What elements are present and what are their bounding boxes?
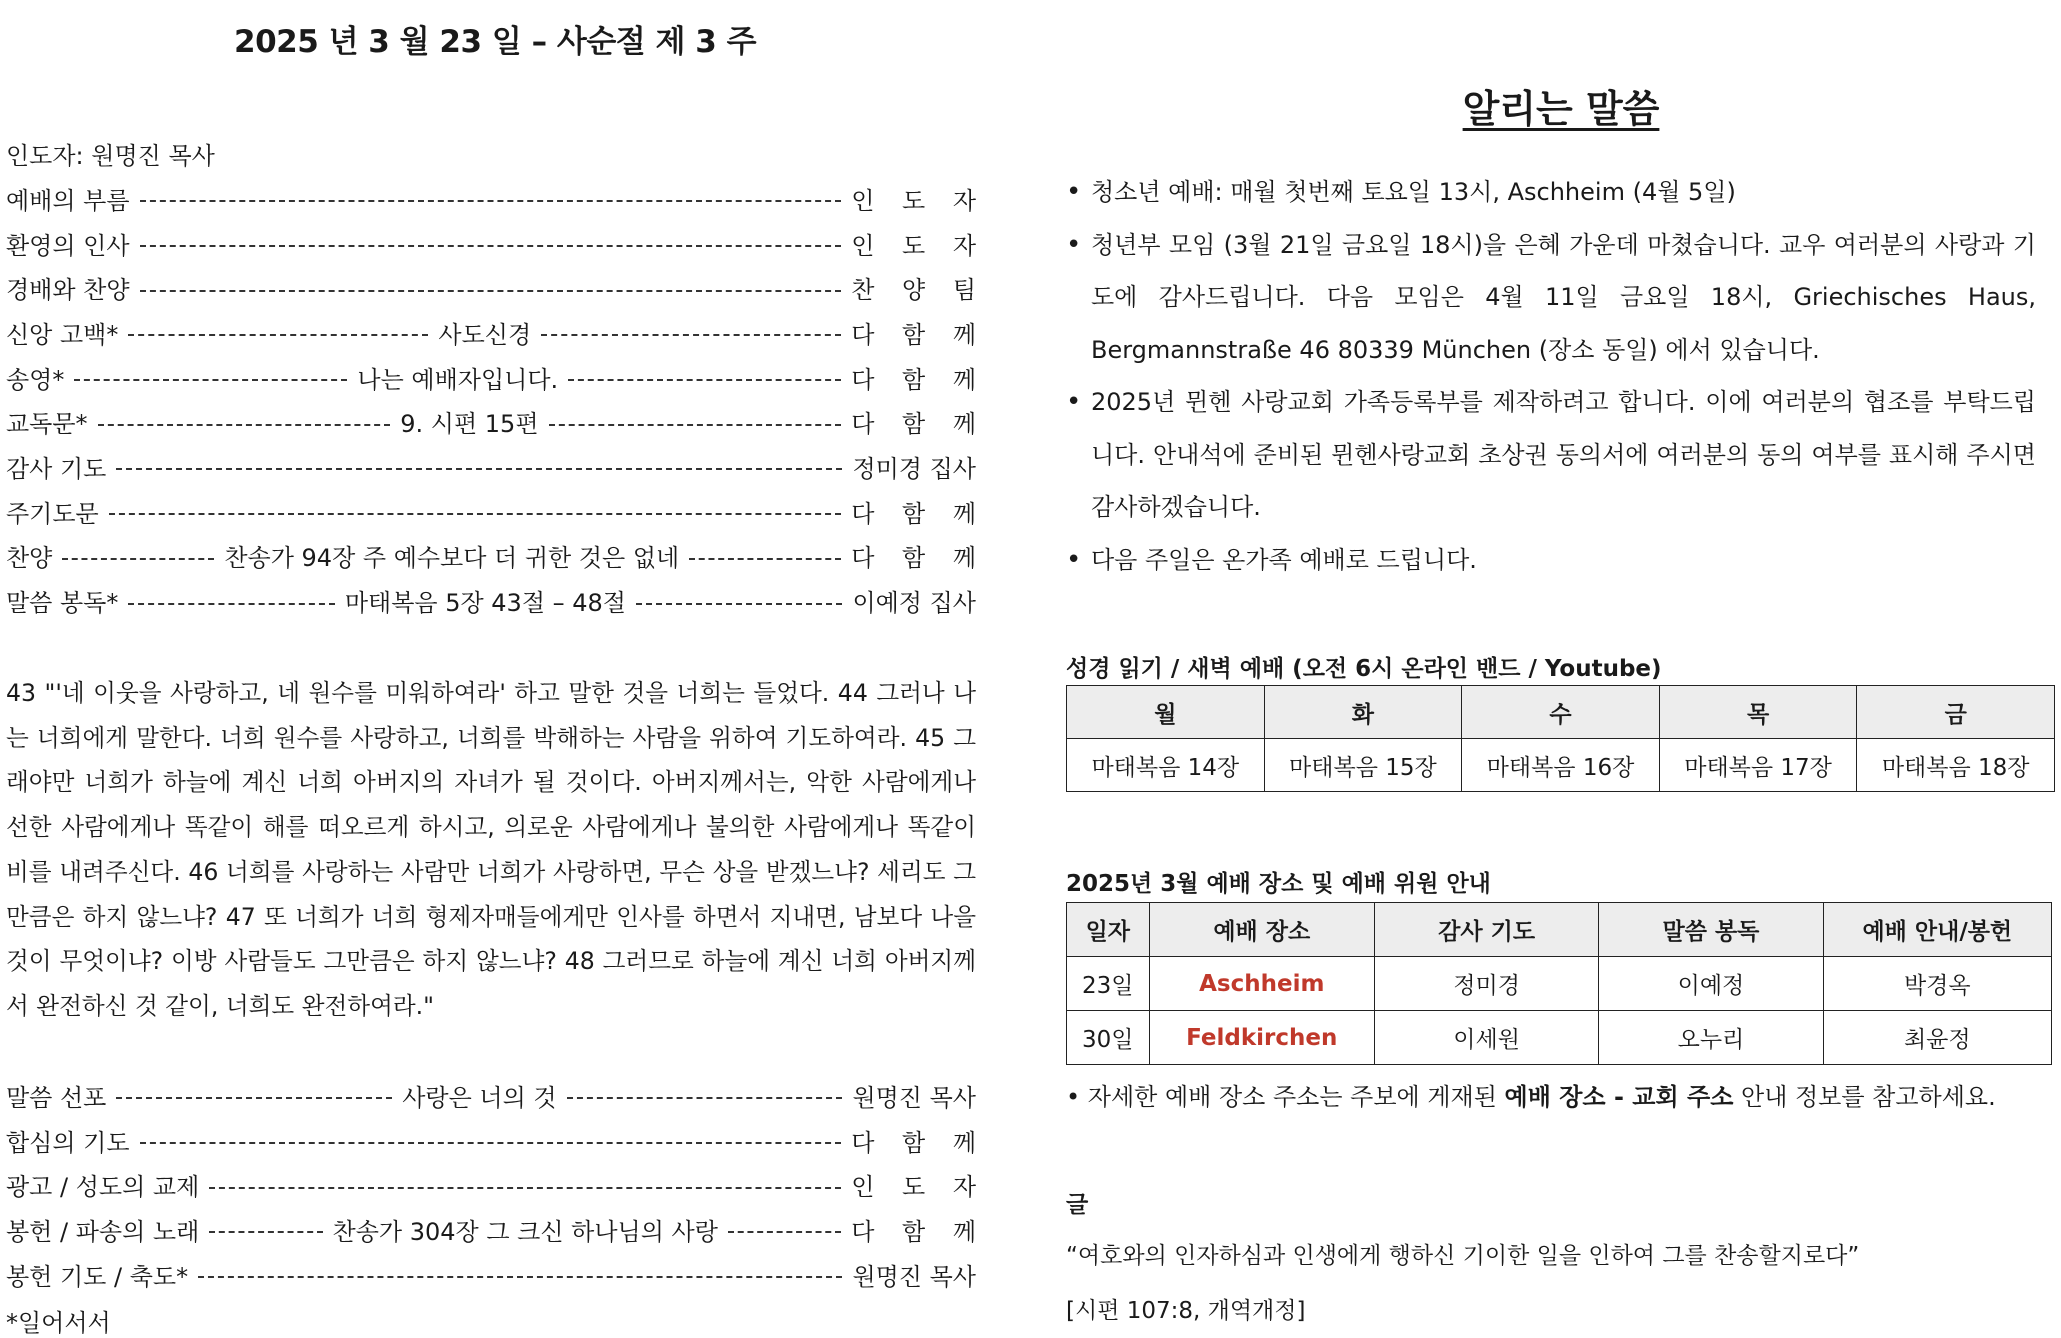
schedule-date: 23일 [1067, 957, 1150, 1011]
dash-leader [549, 424, 842, 426]
verse-heading: 글 [1066, 1192, 1089, 1218]
schedule-col-header: 감사 기도 [1374, 903, 1598, 957]
order-item-person: 다 함 께 [851, 410, 986, 439]
notice-item: • 청년부 모임 (3월 21일 금요일 18시)을 은혜 가운데 마쳤습니다. 교우 여러분의 사랑과 기도에 감사드립니다. 다음 모임은 4월 11일 금요일 18시, Griechisches Haus, Bergmannstraße 46 80339 München (장소 동일) 에서 있습니다. [1066, 219, 2036, 377]
order-item-person: 다 함 께 [851, 1217, 986, 1246]
order-item-person: 다 함 께 [851, 1128, 986, 1157]
schedule-prayer: 이세원 [1374, 1011, 1598, 1065]
schedule-usher: 박경옥 [1823, 957, 2051, 1011]
schedule-col-header: 일자 [1067, 903, 1150, 957]
schedule-heading: 2025년 3월 예배 장소 및 예배 위원 안내 [1066, 871, 1491, 897]
order-item [6, 176, 986, 221]
schedule-col-header: 말씀 봉독 [1599, 903, 1823, 957]
order-item-label: 송영* [6, 365, 65, 394]
order-item-detail: 9. 시편 15편 [400, 410, 539, 439]
order-item [6, 444, 976, 489]
order-item-label: 말씀 선포 [6, 1083, 107, 1112]
order-item-label: 찬양 [6, 544, 53, 573]
dash-leader [74, 379, 347, 381]
notice-item: • 2025년 뮌헨 사랑교회 가족등록부를 제작하려고 합니다. 이에 여러분의 협조를 부탁드립니다. 안내석에 준비된 뮌헨사랑교회 초상권 동의서에 여러분의 동의 여부를 표시해 주시면 감사하겠습니다. [1066, 376, 2036, 534]
order-item-person: 다 함 께 [851, 320, 986, 349]
order-item-person: 원명진 목사 [852, 1262, 976, 1291]
order-item-label: 교독문* [6, 410, 88, 439]
table-row [1067, 1011, 2052, 1065]
schedule-place: Feldkirchen [1149, 1011, 1374, 1065]
order-item-label: 예배의 부름 [6, 186, 130, 215]
order-item [6, 534, 987, 579]
order-item [6, 221, 986, 266]
reading-passage: 마태복음 17장 [1659, 739, 1857, 792]
notice-item: • 다음 주일은 온가족 예배로 드립니다. [1066, 534, 2036, 587]
notice-item: • 청소년 예배: 매월 첫번째 토요일 13시, Aschheim (4월 5일) [1066, 166, 2036, 219]
page-title: 2025 년 3 월 23 일 – 사순절 제 3 주 [234, 24, 757, 60]
reading-passage: 마태복음 14장 [1067, 739, 1265, 792]
dash-leader [198, 1276, 842, 1278]
address-note-sep: - [1605, 1083, 1633, 1111]
notice-list [1066, 166, 2036, 586]
dash-leader [62, 558, 214, 560]
address-note-bold: 교회 주소 [1632, 1083, 1734, 1111]
dash-leader [116, 1097, 392, 1099]
dash-leader [140, 245, 842, 247]
scripture-passage: 43 "'네 이웃을 사랑하고, 네 원수를 미워하여라' 하고 말한 것을 너희는 들었다. 44 그러나 나는 너희에게 말한다. 너희 원수를 사랑하고, 너희를 박해하는 사람을 위하여 기도하여라. 45 그래야만 너희가 하늘에 계신 너희 아버지의 자녀가 될 것이다. 아버지께서는, 악한 사람에게나 선한 사람에게나 똑같이 해를 떠오르게 하시고, 의로운 사람에게나 불의한 사람에게나 똑같이 비를 내려주신다. 46 너희를 사랑하는 사람만 너희가 사랑하면, 무슨 상을 받겠느냐? 세리도 그만큼은 하지 않느냐? 47 또 너희가 너희 형제자매들에게만 인사를 하면서 지내면, 남보다 나을 것이 무엇이냐? 이방 사람들도 그만큼은 하지 않느냐? 48 그러므로 하늘에 계신 너희 아버지께서 완전하신 것 같이, 너희도 완전하여라." [6, 679, 976, 1020]
order-item-person: 인 도 자 [851, 186, 986, 215]
dash-leader [209, 1231, 322, 1233]
dash-leader [140, 290, 842, 292]
schedule-prayer: 정미경 [1374, 957, 1598, 1011]
dash-leader [109, 513, 841, 515]
order-item [6, 1162, 986, 1207]
dash-leader [128, 334, 428, 336]
address-note-text: 안내 정보를 참고하세요. [1733, 1083, 1996, 1111]
table-row [1067, 903, 2052, 957]
order-item-person: 찬 양 팀 [851, 276, 986, 305]
order-item [6, 1207, 986, 1252]
schedule-usher: 최윤정 [1823, 1011, 2051, 1065]
table-row [1067, 957, 2052, 1011]
order-list-part1 [6, 176, 987, 623]
dash-leader [567, 1097, 843, 1099]
worship-leader: 인도자: 원명진 목사 [6, 142, 215, 170]
order-item-person: 다 함 께 [851, 544, 987, 573]
reading-passage: 마태복음 16장 [1462, 739, 1660, 792]
order-item [6, 355, 987, 400]
order-list-part2 [6, 1073, 986, 1296]
order-item-person: 인 도 자 [851, 231, 986, 260]
order-item-label: 광고 / 성도의 교제 [6, 1173, 200, 1202]
notices-title: 알리는 말씀 [1462, 87, 1660, 131]
bullet-icon: • [1066, 1083, 1088, 1111]
order-item-person: 원명진 목사 [852, 1083, 976, 1112]
reading-day-header: 금 [1857, 686, 2055, 739]
schedule-place: Aschheim [1149, 957, 1374, 1011]
reading-heading: 성경 읽기 / 새벽 예배 (오전 6시 온라인 밴드 / Youtube) [1066, 656, 1662, 682]
schedule-reading: 오누리 [1599, 1011, 1823, 1065]
schedule-col-header: 예배 장소 [1149, 903, 1374, 957]
dash-leader [568, 379, 841, 381]
reading-passage: 마태복음 15장 [1264, 739, 1462, 792]
order-item-label: 경배와 찬양 [6, 276, 130, 305]
dash-leader [98, 424, 391, 426]
order-item [6, 265, 986, 310]
reading-day-header: 목 [1659, 686, 1857, 739]
dash-leader [140, 1142, 842, 1144]
order-item-detail: 찬송가 304장 그 크신 하나님의 사랑 [332, 1217, 718, 1246]
order-item-person: 이예정 집사 [852, 589, 976, 618]
verse-text: “여호와의 인자하심과 인생에게 행하신 기이한 일을 인하여 그를 찬송할지로다” [1066, 1243, 1860, 1269]
verse-reference: [시편 107:8, 개역개정] [1066, 1298, 1306, 1324]
order-item-detail: 마태복음 5장 43절 – 48절 [344, 589, 626, 618]
order-item-label: 봉헌 기도 / 축도* [6, 1262, 189, 1291]
schedule-date: 30일 [1067, 1011, 1150, 1065]
order-item [6, 489, 986, 534]
order-item-label: 신앙 고백* [6, 320, 119, 349]
order-item [6, 1252, 976, 1297]
order-item-label: 봉헌 / 파송의 노래 [6, 1217, 200, 1246]
dash-leader [541, 334, 841, 336]
order-item [6, 1073, 976, 1118]
order-item-label: 합심의 기도 [6, 1128, 130, 1157]
reading-table [1066, 685, 2055, 792]
standing-note: *일어서서 [6, 1309, 111, 1337]
table-row [1067, 739, 2055, 792]
schedule-reading: 이예정 [1599, 957, 1823, 1011]
order-item-detail: 사랑은 너의 것 [402, 1083, 557, 1112]
schedule-col-header: 예배 안내/봉헌 [1823, 903, 2051, 957]
dash-leader [116, 468, 842, 470]
order-item-label: 말씀 봉독* [6, 589, 119, 618]
order-item-person: 다 함 께 [851, 365, 987, 394]
address-note-bold: 예배 장소 [1504, 1083, 1606, 1111]
order-item-detail: 사도신경 [438, 320, 532, 349]
reading-day-header: 수 [1462, 686, 1660, 739]
order-item-label: 주기도문 [6, 499, 99, 528]
order-item-detail: 찬송가 94장 주 예수보다 더 귀한 것은 없네 [224, 544, 680, 573]
order-item-label: 환영의 인사 [6, 231, 130, 260]
reading-passage: 마태복음 18장 [1857, 739, 2055, 792]
reading-day-header: 화 [1264, 686, 1462, 739]
order-item [6, 399, 986, 444]
dash-leader [728, 1231, 841, 1233]
address-note-text: 자세한 예배 장소 주소는 주보에 게재된 [1087, 1083, 1505, 1111]
reading-day-header: 월 [1067, 686, 1265, 739]
order-item [6, 578, 976, 623]
dash-leader [689, 558, 841, 560]
dash-leader [636, 603, 842, 605]
dash-leader [140, 200, 842, 202]
table-row [1067, 686, 2055, 739]
dash-leader [209, 1187, 841, 1189]
dash-leader [128, 603, 334, 605]
schedule-table [1066, 902, 2052, 1065]
order-item-person: 정미경 집사 [852, 454, 976, 483]
order-item-person: 다 함 께 [851, 499, 986, 528]
order-item [6, 310, 986, 355]
order-item-person: 인 도 자 [851, 1173, 986, 1202]
order-item-detail: 나는 예배자입니다. [357, 365, 559, 394]
order-item-label: 감사 기도 [6, 454, 107, 483]
order-item [6, 1118, 986, 1163]
address-note [1066, 1077, 1996, 1112]
